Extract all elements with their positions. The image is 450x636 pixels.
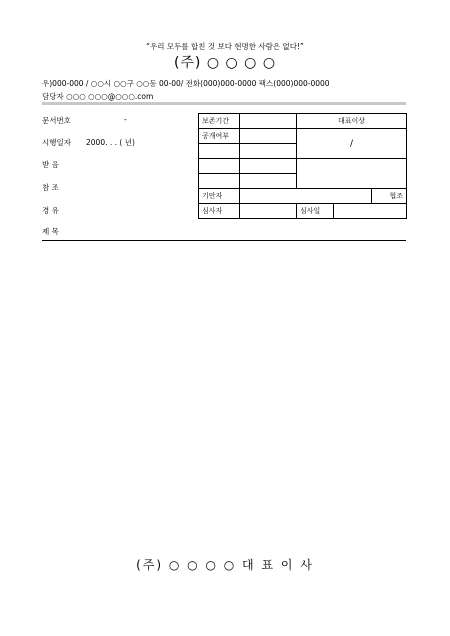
date-label: 시행일자 bbox=[42, 138, 71, 147]
drafter-value bbox=[240, 189, 372, 204]
reviewer-label: 심사자 bbox=[199, 204, 240, 219]
grid-empty-cell bbox=[240, 144, 297, 159]
retention-label: 보존기간 bbox=[199, 114, 240, 129]
recipient-label: 받 음 bbox=[42, 160, 59, 169]
ceo-label: 대표이상 bbox=[297, 114, 407, 129]
ceo-sign-cell: / bbox=[297, 129, 407, 159]
doc-number-value: - bbox=[124, 115, 127, 124]
date-value: 2000. . . ( 년) bbox=[86, 138, 135, 147]
via-label: 경 유 bbox=[42, 206, 59, 215]
grid-empty-cell bbox=[199, 174, 240, 189]
slogan: “우리 모두를 합친 것 보다 현명한 사람은 없다!” bbox=[146, 42, 304, 51]
approval-grid bbox=[198, 113, 407, 219]
reviewer-value bbox=[240, 204, 297, 219]
grid-empty-cell bbox=[240, 159, 297, 174]
grid-empty-cell bbox=[240, 174, 297, 189]
grid-empty-cell bbox=[199, 159, 240, 174]
company-name: (주) ○ ○ ○ ○ bbox=[173, 55, 277, 71]
address-line: 우)000-000 / ○○시 ○○구 ○○동 00-00/ 전화(000)000-0000 팩스(000)000-0000 bbox=[42, 79, 330, 88]
disclosure-value bbox=[240, 129, 297, 144]
ceo-signature: (주) ○ ○ ○ ○ 대 표 이 사 bbox=[136, 558, 314, 572]
header-divider bbox=[42, 102, 406, 105]
contact-line: 담당자 ○○○ ○○○@○○○.com bbox=[42, 92, 154, 101]
cooperation-label: 협조 bbox=[372, 189, 407, 204]
drafter-label: 기안자 bbox=[199, 189, 240, 204]
review-date-label: 심사일 bbox=[297, 204, 334, 219]
reference-label: 참 조 bbox=[42, 183, 59, 192]
ceo-sign-cell-lower bbox=[297, 159, 407, 189]
disclosure-label: 공개여부 bbox=[199, 129, 240, 144]
retention-value bbox=[240, 114, 297, 129]
doc-number-label: 문서번호 bbox=[42, 116, 71, 125]
subject-underline bbox=[42, 240, 406, 241]
review-date-value bbox=[334, 204, 407, 219]
subject-label: 제 목 bbox=[42, 227, 59, 236]
grid-empty-cell bbox=[199, 144, 240, 159]
